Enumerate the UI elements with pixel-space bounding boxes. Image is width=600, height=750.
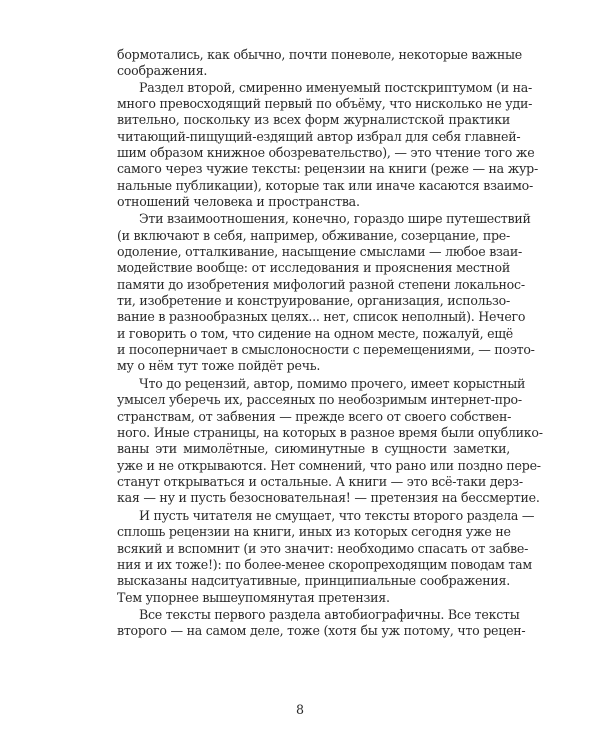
text-line: много превосходящий первый по объёму, что нисколько не уди- xyxy=(117,96,533,111)
page-number: 8 xyxy=(295,702,304,717)
text-line: нальные публикации), которые так или иначе касаются взаимо- xyxy=(117,178,533,193)
text-line: самого через чужие тексты: рецензии на книги (реже — на жур- xyxy=(117,161,539,176)
text-line: и говорить о том, что сидение на одном месте, пожалуй, ещё xyxy=(117,326,513,341)
text-line: бормотались, как обычно, почти поневоле, некоторые важные xyxy=(117,47,522,62)
text-line: вительно, поскольку из всех форм журналистской практики xyxy=(117,112,510,127)
text-line: Раздел второй, смиренно именуемый постскриптумом (и на- xyxy=(139,80,533,95)
text-line: высказаны надситуативные, принципиальные соображения. xyxy=(117,573,510,588)
text-line: кая — ну и пусть безосновательная! — претензия на бессмертие. xyxy=(117,490,540,505)
text-line: второго — на самом деле, тоже (хотя бы уж потому, что рецен- xyxy=(117,623,526,638)
text-line: ного. Иные страницы, на которых в разное время были опублико- xyxy=(117,425,543,440)
text-line: ния и их тоже!): по более-менее скоропреходящим поводам там xyxy=(117,557,532,572)
text-line: всякий и вспомнит (и это значит: необходимо спасать от забве- xyxy=(117,541,529,556)
text-line: одоление, отталкивание, насыщение смыслами — любое взаи- xyxy=(117,244,523,259)
text-line: (и включают в себя, например, обживание, созерцание, пре- xyxy=(117,228,510,243)
text-line: ваны эти мимолётные, сиюминутные в сущности заметки, xyxy=(117,441,510,456)
text-line: ти, изобретение и конструирование, организация, использо- xyxy=(117,293,510,308)
text-line: модействие вообще: от исследования и прояснения местной xyxy=(117,260,510,275)
text-line: умысел уберечь их, рассеяных по необозримым интернет-про- xyxy=(117,392,522,407)
text-line: отношений человека и пространства. xyxy=(117,194,360,209)
text-line: Эти взаимоотношения, конечно, гораздо шире путешествий xyxy=(139,211,531,226)
text-line: уже и не открываются. Нет сомнений, что рано или поздно пере- xyxy=(117,458,541,473)
text-line: вание в разнообразных целях... нет, список неполный). Нечего xyxy=(117,309,526,324)
text-line: Что до рецензий, автор, помимо прочего, имеет корыстный xyxy=(139,376,526,391)
text-line: Все тексты первого раздела автобиографичны. Все тексты xyxy=(139,607,520,622)
text-line: памяти до изобретения мифологий разной степени локальнос- xyxy=(117,277,525,292)
text-line: и посоперничает в смыслоносности с перемещениями, — поэто- xyxy=(117,342,535,357)
text-line: Тем упорнее вышеупомянутая претензия. xyxy=(117,590,390,605)
text-line: шим образом книжное обозревательство), — это чтение того же xyxy=(117,145,535,160)
text-line: странствам, от забвения — прежде всего от своего собствен- xyxy=(117,409,512,424)
text-line: станут открываться и остальные. А книги — это всё-таки дерз- xyxy=(117,474,523,489)
text-line: сплошь рецензии на книги, иных из которых сегодня уже не xyxy=(117,524,511,539)
text-line: му о нём тут тоже пойдёт речь. xyxy=(117,358,321,373)
text-line: соображения. xyxy=(117,63,208,78)
text-line: И пусть читателя не смущает, что тексты второго раздела — xyxy=(139,508,535,523)
text-line: читающий-пищущий-ездящий автор избрал для себя главней- xyxy=(117,129,521,144)
